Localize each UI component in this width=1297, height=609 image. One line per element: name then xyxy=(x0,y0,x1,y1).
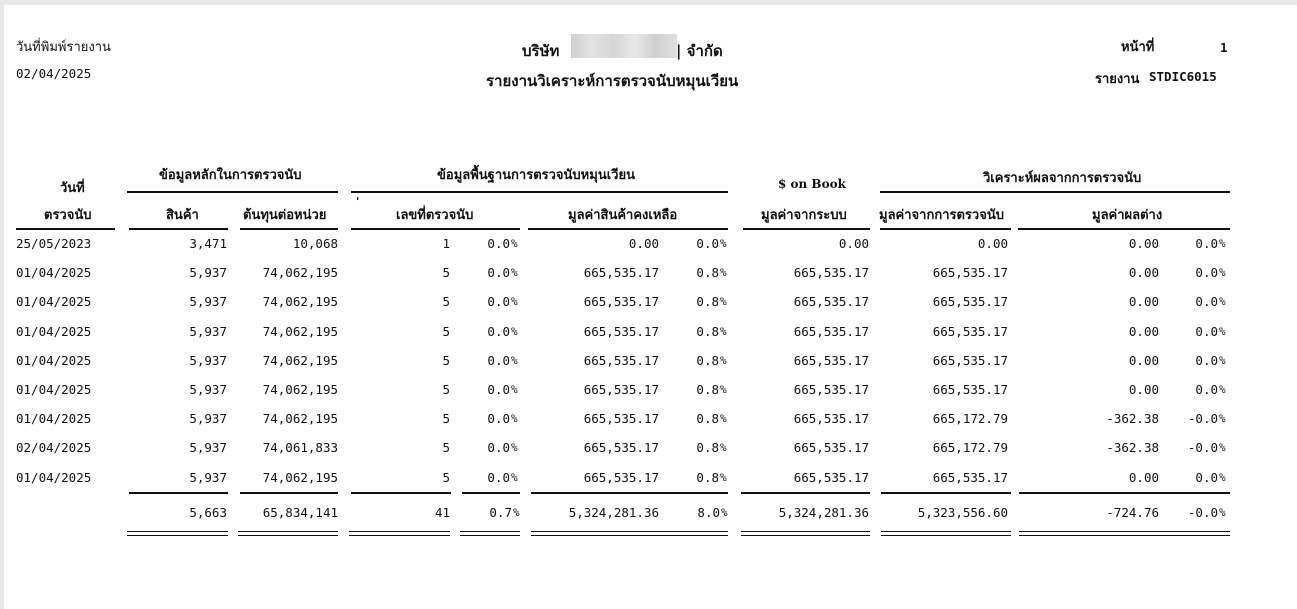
total-remaining-pct: 8.0 xyxy=(697,505,720,520)
cell-diff-pct-sign: % xyxy=(1219,441,1226,454)
cell-diff-pct-sign: % xyxy=(1219,237,1226,250)
cell-remaining-pct: 0.8 xyxy=(696,411,719,426)
cell-count-pct: 0.0 xyxy=(487,440,510,455)
cell-diff-pct-sign: % xyxy=(1219,412,1226,425)
total-dbl-counted xyxy=(881,531,1011,536)
cell-remaining-pct: 0.8 xyxy=(696,382,719,397)
cell-product: 5,937 xyxy=(189,382,227,397)
cell-system: 665,535.17 xyxy=(793,353,869,368)
total-dbl-diff xyxy=(1019,531,1230,536)
cell-remaining: 665,535.17 xyxy=(583,382,659,397)
cell-unit-cost: 74,062,195 xyxy=(262,353,338,368)
cell-diff-pct-sign: % xyxy=(1219,383,1226,396)
cell-product: 5,937 xyxy=(189,411,227,426)
cell-remaining-pct-sign: % xyxy=(720,295,727,308)
total-line-counted xyxy=(881,492,1011,494)
cell-diff-pct-sign: % xyxy=(1219,471,1226,484)
cell-diff-pct: 0.0 xyxy=(1195,353,1218,368)
company-suffix: | จำกัด xyxy=(676,42,723,60)
total-system: 5,324,281.36 xyxy=(778,505,869,520)
cell-remaining-pct: 0.8 xyxy=(696,470,719,485)
hdr-line-counted xyxy=(880,228,1011,230)
cell-system: 665,535.17 xyxy=(793,382,869,397)
total-count-pct: 0.7 xyxy=(489,505,512,520)
total-line-diff xyxy=(1019,492,1230,494)
total-diff-pct-sign: % xyxy=(1219,506,1226,519)
cell-remaining-pct-sign: % xyxy=(720,266,727,279)
cell-count-pct: 0.0 xyxy=(487,265,510,280)
print-date-label: วันที่พิมพ์รายงาน xyxy=(16,40,111,55)
cell-counted: 665,535.17 xyxy=(932,294,1008,309)
cell-diff-pct: 0.0 xyxy=(1195,470,1218,485)
cell-diff: -362.38 xyxy=(1106,440,1159,455)
total-line-system xyxy=(741,492,870,494)
col-date-top: วันที่ xyxy=(60,181,85,196)
report-page xyxy=(4,5,1297,609)
cell-count-no: 5 xyxy=(442,353,450,368)
company-prefix: บริษัท xyxy=(522,42,560,60)
company-name-redacted xyxy=(571,34,677,58)
total-cost: 65,834,141 xyxy=(262,505,338,520)
print-date: 02/04/2025 xyxy=(16,66,92,81)
cell-diff-pct-sign: % xyxy=(1219,325,1226,338)
cell-remaining-pct-sign: % xyxy=(720,354,727,367)
group-basic-underline xyxy=(351,191,728,193)
cell-count-pct-sign: % xyxy=(511,266,518,279)
total-line-cost xyxy=(240,492,338,494)
cell-product: 5,937 xyxy=(189,294,227,309)
total-counted: 5,323,556.60 xyxy=(917,505,1008,520)
cell-remaining: 665,535.17 xyxy=(583,265,659,280)
cell-remaining: 665,535.17 xyxy=(583,353,659,368)
cell-remaining: 665,535.17 xyxy=(583,324,659,339)
cell-date: 02/04/2025 xyxy=(16,440,92,455)
cell-count-pct-sign: % xyxy=(511,237,518,250)
cell-diff: 0.00 xyxy=(1128,236,1159,251)
cell-count-no: 5 xyxy=(442,411,450,426)
col-system-value: มูลค่าจากระบบ xyxy=(761,208,847,223)
cell-count-no: 5 xyxy=(442,382,450,397)
cell-date: 01/04/2025 xyxy=(16,382,92,397)
total-dbl-system xyxy=(741,531,870,536)
cell-system: 0.00 xyxy=(838,236,869,251)
total-count-no: 41 xyxy=(434,505,450,520)
cell-count-no: 1 xyxy=(442,236,450,251)
col-unit-cost: ต้นทุนต่อหน่วย xyxy=(243,208,327,223)
cell-remaining-pct: 0.8 xyxy=(696,353,719,368)
hdr-line-product xyxy=(129,228,228,230)
hdr-line-remaining xyxy=(528,228,728,230)
cell-diff-pct: 0.0 xyxy=(1195,265,1218,280)
cell-diff: 0.00 xyxy=(1128,382,1159,397)
group-book-header: $ on Book xyxy=(778,177,846,191)
cell-product: 5,937 xyxy=(189,470,227,485)
cell-count-no: 5 xyxy=(442,265,450,280)
cell-count-pct: 0.0 xyxy=(487,294,510,309)
cell-diff-pct-sign: % xyxy=(1219,295,1226,308)
total-line-count xyxy=(351,492,451,494)
total-diff: -724.76 xyxy=(1106,505,1159,520)
cell-unit-cost: 74,062,195 xyxy=(262,294,338,309)
cell-diff-pct: 0.0 xyxy=(1195,294,1218,309)
hdr-line-date xyxy=(16,228,115,230)
cell-unit-cost: 74,062,195 xyxy=(262,470,338,485)
group-analysis-underline xyxy=(880,191,1230,193)
cell-system: 665,535.17 xyxy=(793,324,869,339)
total-diff-pct: -0.0 xyxy=(1187,505,1218,520)
report-label: รายงาน xyxy=(1095,72,1140,87)
report-title: รายงานวิเคราะห์การตรวจนับหมุนเวียน xyxy=(486,72,739,90)
cell-diff: 0.00 xyxy=(1128,353,1159,368)
cell-count-pct: 0.0 xyxy=(487,411,510,426)
cell-counted: 665,535.17 xyxy=(932,470,1008,485)
cell-unit-cost: 74,062,195 xyxy=(262,324,338,339)
total-dbl-remaining xyxy=(531,531,728,536)
col-date-bottom: ตรวจนับ xyxy=(44,208,92,223)
cell-product: 5,937 xyxy=(189,353,227,368)
total-remaining-pct-sign: % xyxy=(721,506,728,519)
group-main-underline xyxy=(127,191,338,193)
cell-count-pct-sign: % xyxy=(511,354,518,367)
cell-remaining: 665,535.17 xyxy=(583,470,659,485)
cell-count-pct: 0.0 xyxy=(487,236,510,251)
cell-count-no: 5 xyxy=(442,440,450,455)
group-basic-header: ข้อมูลพื้นฐานการตรวจนับหมุนเวียน xyxy=(437,168,635,183)
cell-remaining: 0.00 xyxy=(628,236,659,251)
cell-unit-cost: 74,062,195 xyxy=(262,265,338,280)
total-dbl-count-pct xyxy=(460,531,520,536)
cell-remaining-pct-sign: % xyxy=(720,441,727,454)
hdr-line-system xyxy=(743,228,870,230)
cell-date: 01/04/2025 xyxy=(16,324,92,339)
cell-diff-pct: -0.0 xyxy=(1187,411,1218,426)
cell-unit-cost: 74,062,195 xyxy=(262,411,338,426)
cell-product: 5,937 xyxy=(189,265,227,280)
hdr-line-count xyxy=(351,228,520,230)
cell-system: 665,535.17 xyxy=(793,470,869,485)
cell-count-no: 5 xyxy=(442,470,450,485)
cell-remaining-pct-sign: % xyxy=(720,383,727,396)
group-analysis-header: วิเคราะห์ผลจากการตรวจนับ xyxy=(983,171,1142,186)
cell-remaining-pct-sign: % xyxy=(720,325,727,338)
cell-count-pct: 0.0 xyxy=(487,353,510,368)
cell-diff: -362.38 xyxy=(1106,411,1159,426)
cell-counted: 665,172.79 xyxy=(932,440,1008,455)
cell-diff-pct-sign: % xyxy=(1219,354,1226,367)
cell-remaining-pct: 0.8 xyxy=(696,324,719,339)
total-dbl-product xyxy=(127,531,228,536)
cell-system: 665,535.17 xyxy=(793,411,869,426)
total-line-product xyxy=(129,492,228,494)
cell-remaining-pct: 0.0 xyxy=(696,236,719,251)
cell-date: 01/04/2025 xyxy=(16,294,92,309)
cell-count-no: 5 xyxy=(442,294,450,309)
cell-diff: 0.00 xyxy=(1128,265,1159,280)
cell-count-pct-sign: % xyxy=(511,383,518,396)
cell-remaining-pct-sign: % xyxy=(720,412,727,425)
stray-mark: ' xyxy=(356,195,360,208)
total-count-pct-sign: % xyxy=(513,506,520,519)
col-diff-value: มูลค่าผลต่าง xyxy=(1092,208,1163,223)
cell-counted: 665,172.79 xyxy=(932,411,1008,426)
cell-product: 5,937 xyxy=(189,440,227,455)
cell-system: 665,535.17 xyxy=(793,265,869,280)
cell-remaining-pct: 0.8 xyxy=(696,294,719,309)
cell-diff-pct-sign: % xyxy=(1219,266,1226,279)
cell-product: 5,937 xyxy=(189,324,227,339)
hdr-line-cost xyxy=(240,228,338,230)
cell-unit-cost: 74,062,195 xyxy=(262,382,338,397)
cell-remaining-pct: 0.8 xyxy=(696,265,719,280)
total-dbl-cost xyxy=(238,531,338,536)
cell-diff-pct: 0.0 xyxy=(1195,324,1218,339)
cell-counted: 665,535.17 xyxy=(932,265,1008,280)
cell-product: 3,471 xyxy=(189,236,227,251)
col-product: สินค้า xyxy=(166,208,199,223)
cell-date: 01/04/2025 xyxy=(16,353,92,368)
cell-remaining-pct-sign: % xyxy=(720,471,727,484)
cell-diff-pct: 0.0 xyxy=(1195,382,1218,397)
cell-remaining-pct-sign: % xyxy=(720,237,727,250)
cell-diff-pct: 0.0 xyxy=(1195,236,1218,251)
total-line-count-pct xyxy=(462,492,520,494)
hdr-line-diff xyxy=(1018,228,1230,230)
cell-diff: 0.00 xyxy=(1128,470,1159,485)
cell-count-pct-sign: % xyxy=(511,471,518,484)
col-count-value: มูลค่าจากการตรวจนับ xyxy=(879,208,1004,223)
group-main-header: ข้อมูลหลักในการตรวจนับ xyxy=(159,168,302,183)
cell-remaining: 665,535.17 xyxy=(583,440,659,455)
col-remaining-value: มูลค่าสินค้าคงเหลือ xyxy=(568,208,678,223)
cell-counted: 665,535.17 xyxy=(932,353,1008,368)
cell-date: 01/04/2025 xyxy=(16,470,92,485)
total-dbl-count xyxy=(349,531,450,536)
cell-date: 01/04/2025 xyxy=(16,265,92,280)
cell-counted: 0.00 xyxy=(977,236,1008,251)
cell-count-pct: 0.0 xyxy=(487,470,510,485)
cell-date: 25/05/2023 xyxy=(16,236,92,251)
cell-count-pct-sign: % xyxy=(511,325,518,338)
cell-count-pct: 0.0 xyxy=(487,382,510,397)
page-label: หน้าที่ xyxy=(1121,40,1155,55)
cell-system: 665,535.17 xyxy=(793,440,869,455)
cell-count-pct-sign: % xyxy=(511,412,518,425)
cell-unit-cost: 10,068 xyxy=(292,236,338,251)
cell-remaining: 665,535.17 xyxy=(583,294,659,309)
cell-diff-pct: -0.0 xyxy=(1187,440,1218,455)
total-remaining: 5,324,281.36 xyxy=(568,505,659,520)
cell-diff: 0.00 xyxy=(1128,294,1159,309)
cell-diff: 0.00 xyxy=(1128,324,1159,339)
report-code: STDIC6015 xyxy=(1149,69,1217,84)
cell-count-pct-sign: % xyxy=(511,295,518,308)
cell-system: 665,535.17 xyxy=(793,294,869,309)
col-count-no: เลขที่ตรวจนับ xyxy=(396,208,474,223)
total-product: 5,663 xyxy=(189,505,227,520)
cell-count-pct-sign: % xyxy=(511,441,518,454)
cell-remaining-pct: 0.8 xyxy=(696,440,719,455)
cell-unit-cost: 74,061,833 xyxy=(262,440,338,455)
cell-count-pct: 0.0 xyxy=(487,324,510,339)
page-number: 1 xyxy=(1220,40,1228,55)
total-line-remaining xyxy=(531,492,728,494)
cell-remaining: 665,535.17 xyxy=(583,411,659,426)
cell-count-no: 5 xyxy=(442,324,450,339)
cell-date: 01/04/2025 xyxy=(16,411,92,426)
cell-counted: 665,535.17 xyxy=(932,324,1008,339)
cell-counted: 665,535.17 xyxy=(932,382,1008,397)
